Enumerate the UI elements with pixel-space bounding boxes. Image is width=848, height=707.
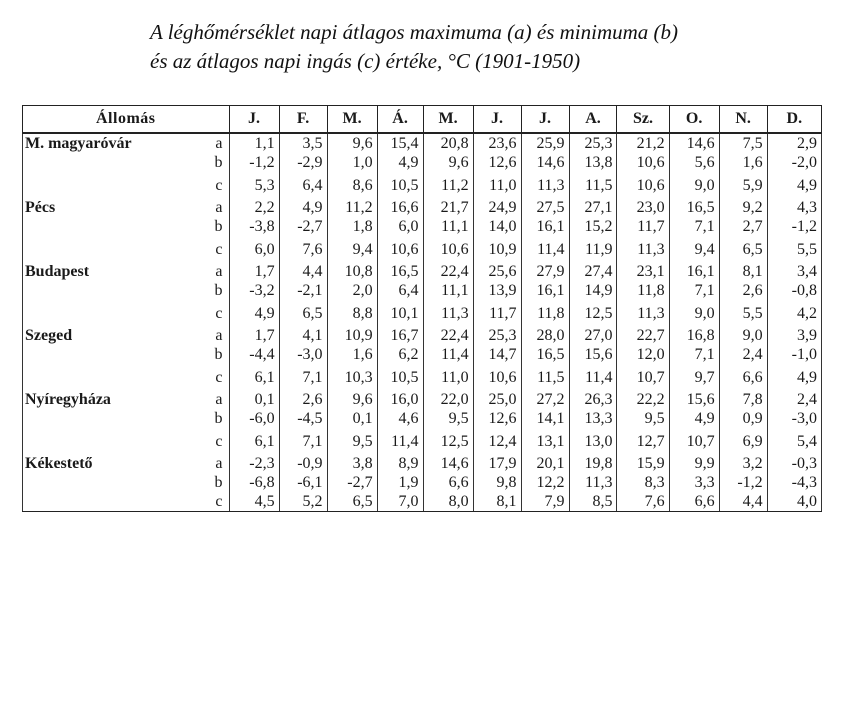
table-cell: 11,3 bbox=[617, 300, 669, 326]
table-cell: 4,9 bbox=[767, 172, 821, 198]
table-row bbox=[23, 409, 822, 428]
table-cell: 6,0 bbox=[377, 217, 423, 236]
table-cell: 10,5 bbox=[377, 364, 423, 390]
table-cell: 9,8 bbox=[473, 473, 521, 492]
station-name bbox=[23, 281, 207, 300]
table-cell: 11,9 bbox=[569, 236, 617, 262]
table-cell: 7,1 bbox=[669, 345, 719, 364]
table-cell: 7,9 bbox=[521, 492, 569, 512]
table-cell: 4,5 bbox=[229, 492, 279, 512]
table-cell: 4,9 bbox=[669, 409, 719, 428]
table-cell: 9,9 bbox=[669, 454, 719, 473]
table-cell: 22,7 bbox=[617, 326, 669, 345]
table-cell: 26,3 bbox=[569, 390, 617, 409]
table-cell: 1,0 bbox=[327, 153, 377, 172]
table-cell: 21,7 bbox=[423, 198, 473, 217]
table-row bbox=[23, 345, 822, 364]
table-cell: 3,3 bbox=[669, 473, 719, 492]
table-cell: 14,0 bbox=[473, 217, 521, 236]
station-name: Nyíregyháza bbox=[23, 390, 207, 409]
table-cell: 12,5 bbox=[423, 428, 473, 454]
table-cell: 3,2 bbox=[719, 454, 767, 473]
table-cell: 11,4 bbox=[569, 364, 617, 390]
table-cell: 12,4 bbox=[473, 428, 521, 454]
station-name: Pécs bbox=[23, 198, 207, 217]
table-cell: 16,7 bbox=[377, 326, 423, 345]
row-code: b bbox=[206, 345, 229, 364]
table-cell: 19,8 bbox=[569, 454, 617, 473]
table-row bbox=[23, 262, 822, 281]
row-code: c bbox=[206, 236, 229, 262]
table-cell: 5,2 bbox=[279, 492, 327, 512]
table-cell: 14,1 bbox=[521, 409, 569, 428]
station-name bbox=[23, 217, 207, 236]
table-cell: 10,3 bbox=[327, 364, 377, 390]
table-cell: 9,0 bbox=[719, 326, 767, 345]
table-cell: 10,6 bbox=[617, 172, 669, 198]
table-caption bbox=[150, 18, 810, 76]
row-code: b bbox=[206, 409, 229, 428]
table-row bbox=[23, 454, 822, 473]
table-cell: -2,7 bbox=[327, 473, 377, 492]
table-cell: 2,0 bbox=[327, 281, 377, 300]
table-cell: 4,2 bbox=[767, 300, 821, 326]
table-cell: -2,1 bbox=[279, 281, 327, 300]
table-cell: 16,1 bbox=[521, 217, 569, 236]
row-code: b bbox=[206, 153, 229, 172]
table-cell: 11,1 bbox=[423, 217, 473, 236]
caption-line-1: A léghőmérséklet napi átlagos maximuma (a) és minimuma (b) bbox=[150, 20, 679, 44]
table-cell: 15,6 bbox=[569, 345, 617, 364]
table-cell: 5,4 bbox=[767, 428, 821, 454]
table-cell: 11,4 bbox=[377, 428, 423, 454]
table-cell: 11,0 bbox=[423, 364, 473, 390]
table-cell: 4,9 bbox=[229, 300, 279, 326]
table-cell: 27,1 bbox=[569, 198, 617, 217]
table-cell: 7,5 bbox=[719, 133, 767, 153]
table-cell: 27,5 bbox=[521, 198, 569, 217]
table-cell: 10,6 bbox=[377, 236, 423, 262]
table-cell: 9,6 bbox=[327, 133, 377, 153]
station-name: Kékestető bbox=[23, 454, 207, 473]
table-cell: 12,0 bbox=[617, 345, 669, 364]
table-cell: 4,9 bbox=[279, 198, 327, 217]
table-cell: -1,2 bbox=[229, 153, 279, 172]
table-cell: 13,0 bbox=[569, 428, 617, 454]
station-name bbox=[23, 492, 207, 512]
table-cell: 4,9 bbox=[767, 364, 821, 390]
table-cell: 9,5 bbox=[617, 409, 669, 428]
table-row bbox=[23, 326, 822, 345]
table-cell: 2,9 bbox=[767, 133, 821, 153]
table-cell: 27,9 bbox=[521, 262, 569, 281]
table-cell: -3,2 bbox=[229, 281, 279, 300]
table-row bbox=[23, 281, 822, 300]
table-cell: 13,8 bbox=[569, 153, 617, 172]
table-cell: 1,7 bbox=[229, 326, 279, 345]
table-cell: 8,3 bbox=[617, 473, 669, 492]
row-code: a bbox=[206, 454, 229, 473]
table-cell: 3,9 bbox=[767, 326, 821, 345]
table-cell: 9,0 bbox=[669, 300, 719, 326]
table-cell: 16,6 bbox=[377, 198, 423, 217]
table-cell: 11,3 bbox=[521, 172, 569, 198]
table-cell: 11,0 bbox=[473, 172, 521, 198]
table-cell: 8,1 bbox=[719, 262, 767, 281]
table-row bbox=[23, 492, 822, 512]
month-header: Sz. bbox=[617, 106, 669, 134]
table-cell: 25,6 bbox=[473, 262, 521, 281]
table-cell: 14,7 bbox=[473, 345, 521, 364]
table-cell: 12,5 bbox=[569, 300, 617, 326]
month-header: F. bbox=[279, 106, 327, 134]
table-cell: 6,4 bbox=[377, 281, 423, 300]
table-cell: 10,7 bbox=[617, 364, 669, 390]
table-cell: 6,9 bbox=[719, 428, 767, 454]
table-row bbox=[23, 198, 822, 217]
table-cell: 12,7 bbox=[617, 428, 669, 454]
table-cell: 6,4 bbox=[279, 172, 327, 198]
table-cell: 6,0 bbox=[229, 236, 279, 262]
table-cell: -3,0 bbox=[767, 409, 821, 428]
table-cell: 7,0 bbox=[377, 492, 423, 512]
table-cell: 6,1 bbox=[229, 428, 279, 454]
month-header: J. bbox=[521, 106, 569, 134]
row-code: a bbox=[206, 326, 229, 345]
table-cell: -3,8 bbox=[229, 217, 279, 236]
table-cell: 9,0 bbox=[669, 172, 719, 198]
table-cell: 11,5 bbox=[521, 364, 569, 390]
table-row bbox=[23, 364, 822, 390]
table-cell: 2,7 bbox=[719, 217, 767, 236]
table-cell: 3,5 bbox=[279, 133, 327, 153]
table-cell: 11,1 bbox=[423, 281, 473, 300]
table-cell: 12,2 bbox=[521, 473, 569, 492]
table-row bbox=[23, 473, 822, 492]
table-cell: 10,5 bbox=[377, 172, 423, 198]
table-cell: -6,0 bbox=[229, 409, 279, 428]
table-cell: 28,0 bbox=[521, 326, 569, 345]
table-cell: 11,7 bbox=[617, 217, 669, 236]
table-row bbox=[23, 428, 822, 454]
month-header: M. bbox=[423, 106, 473, 134]
table-cell: 7,1 bbox=[669, 217, 719, 236]
table-cell: 25,3 bbox=[473, 326, 521, 345]
table-row bbox=[23, 300, 822, 326]
table-cell: 0,9 bbox=[719, 409, 767, 428]
row-code: a bbox=[206, 133, 229, 153]
table-cell: -4,5 bbox=[279, 409, 327, 428]
table-cell: 7,1 bbox=[279, 428, 327, 454]
table-cell: 8,5 bbox=[569, 492, 617, 512]
table-cell: -4,3 bbox=[767, 473, 821, 492]
table-cell: 6,5 bbox=[719, 236, 767, 262]
table-cell: 8,1 bbox=[473, 492, 521, 512]
month-header: N. bbox=[719, 106, 767, 134]
table-cell: 7,6 bbox=[617, 492, 669, 512]
station-name: Budapest bbox=[23, 262, 207, 281]
table-cell: 21,2 bbox=[617, 133, 669, 153]
table-cell: -1,0 bbox=[767, 345, 821, 364]
row-code: b bbox=[206, 473, 229, 492]
station-name bbox=[23, 364, 207, 390]
table-cell: 6,2 bbox=[377, 345, 423, 364]
table-cell: 2,6 bbox=[279, 390, 327, 409]
table-cell: 16,0 bbox=[377, 390, 423, 409]
table-cell: 0,1 bbox=[327, 409, 377, 428]
table-cell: -3,0 bbox=[279, 345, 327, 364]
table-cell: 7,1 bbox=[669, 281, 719, 300]
month-header: D. bbox=[767, 106, 821, 134]
table-cell: 23,0 bbox=[617, 198, 669, 217]
table-body bbox=[23, 133, 822, 512]
table-cell: 4,3 bbox=[767, 198, 821, 217]
table-cell: 8,0 bbox=[423, 492, 473, 512]
table-cell: 14,6 bbox=[423, 454, 473, 473]
table-cell: 22,2 bbox=[617, 390, 669, 409]
station-name bbox=[23, 409, 207, 428]
table-cell: 11,4 bbox=[521, 236, 569, 262]
table-cell: 9,5 bbox=[327, 428, 377, 454]
table-cell: 1,9 bbox=[377, 473, 423, 492]
table-cell: 11,7 bbox=[473, 300, 521, 326]
table-row bbox=[23, 172, 822, 198]
table-cell: 10,6 bbox=[473, 364, 521, 390]
temperature-table bbox=[22, 105, 822, 512]
table-cell: 2,2 bbox=[229, 198, 279, 217]
month-header: M. bbox=[327, 106, 377, 134]
table-cell: 9,7 bbox=[669, 364, 719, 390]
row-code: c bbox=[206, 172, 229, 198]
table-cell: 12,6 bbox=[473, 153, 521, 172]
station-name: Szeged bbox=[23, 326, 207, 345]
row-code: b bbox=[206, 217, 229, 236]
row-code: c bbox=[206, 300, 229, 326]
table-cell: 4,1 bbox=[279, 326, 327, 345]
table-cell: -6,1 bbox=[279, 473, 327, 492]
row-code: a bbox=[206, 390, 229, 409]
table-cell: 1,6 bbox=[327, 345, 377, 364]
table-cell: 10,9 bbox=[473, 236, 521, 262]
table-row bbox=[23, 217, 822, 236]
table-cell: 16,1 bbox=[669, 262, 719, 281]
table-header-row bbox=[23, 106, 822, 134]
table-cell: 6,6 bbox=[423, 473, 473, 492]
table-cell: 15,6 bbox=[669, 390, 719, 409]
table-cell: 13,9 bbox=[473, 281, 521, 300]
table-cell: 9,4 bbox=[669, 236, 719, 262]
table-cell: 4,9 bbox=[377, 153, 423, 172]
month-header: A. bbox=[569, 106, 617, 134]
table-cell: 8,6 bbox=[327, 172, 377, 198]
table-cell: 14,6 bbox=[669, 133, 719, 153]
table-cell: 4,0 bbox=[767, 492, 821, 512]
table-cell: 2,6 bbox=[719, 281, 767, 300]
table-cell: 3,4 bbox=[767, 262, 821, 281]
month-header: O. bbox=[669, 106, 719, 134]
table-cell: 11,4 bbox=[423, 345, 473, 364]
table-cell: 9,5 bbox=[423, 409, 473, 428]
table-cell: 16,1 bbox=[521, 281, 569, 300]
table-cell: 10,7 bbox=[669, 428, 719, 454]
table-cell: 6,6 bbox=[669, 492, 719, 512]
table-row bbox=[23, 236, 822, 262]
table-row bbox=[23, 390, 822, 409]
table-cell: 23,1 bbox=[617, 262, 669, 281]
table-cell: 8,9 bbox=[377, 454, 423, 473]
table-cell: 16,5 bbox=[521, 345, 569, 364]
table-cell: 27,4 bbox=[569, 262, 617, 281]
table-cell: 3,8 bbox=[327, 454, 377, 473]
table-cell: 20,1 bbox=[521, 454, 569, 473]
row-code: b bbox=[206, 281, 229, 300]
table-cell: 2,4 bbox=[719, 345, 767, 364]
table-cell: 15,4 bbox=[377, 133, 423, 153]
table-cell: 10,1 bbox=[377, 300, 423, 326]
table-cell: 13,1 bbox=[521, 428, 569, 454]
table-cell: 6,1 bbox=[229, 364, 279, 390]
table-cell: -6,8 bbox=[229, 473, 279, 492]
table-cell: -2,7 bbox=[279, 217, 327, 236]
table-cell: 22,4 bbox=[423, 326, 473, 345]
table-cell: -2,0 bbox=[767, 153, 821, 172]
table-cell: 22,4 bbox=[423, 262, 473, 281]
table-cell: 27,2 bbox=[521, 390, 569, 409]
table-cell: 12,6 bbox=[473, 409, 521, 428]
table-cell: 15,2 bbox=[569, 217, 617, 236]
station-name bbox=[23, 300, 207, 326]
station-name bbox=[23, 172, 207, 198]
table-cell: 23,6 bbox=[473, 133, 521, 153]
table-row bbox=[23, 153, 822, 172]
row-code: c bbox=[206, 428, 229, 454]
table-cell: 25,0 bbox=[473, 390, 521, 409]
caption-line-2: és az átlagos napi ingás (c) értéke, °C (1901-1950) bbox=[150, 49, 581, 73]
table-cell: -2,9 bbox=[279, 153, 327, 172]
table-cell: 27,0 bbox=[569, 326, 617, 345]
table-cell: 16,5 bbox=[377, 262, 423, 281]
table-cell: 5,3 bbox=[229, 172, 279, 198]
table-cell: 2,4 bbox=[767, 390, 821, 409]
table-cell: 14,9 bbox=[569, 281, 617, 300]
table-cell: 5,6 bbox=[669, 153, 719, 172]
table-cell: 6,5 bbox=[327, 492, 377, 512]
table-cell: 1,1 bbox=[229, 133, 279, 153]
table-cell: -1,2 bbox=[719, 473, 767, 492]
station-column-header: Állomás bbox=[23, 106, 230, 134]
table-cell: -2,3 bbox=[229, 454, 279, 473]
table-cell: 6,6 bbox=[719, 364, 767, 390]
table-cell: -0,9 bbox=[279, 454, 327, 473]
table-cell: 10,6 bbox=[617, 153, 669, 172]
table-cell: 5,5 bbox=[719, 300, 767, 326]
table-cell: 13,3 bbox=[569, 409, 617, 428]
table-cell: 9,4 bbox=[327, 236, 377, 262]
table-cell: 20,8 bbox=[423, 133, 473, 153]
table-row bbox=[23, 133, 822, 153]
table-cell: 24,9 bbox=[473, 198, 521, 217]
table-cell: 10,8 bbox=[327, 262, 377, 281]
table-cell: 7,6 bbox=[279, 236, 327, 262]
station-name bbox=[23, 236, 207, 262]
station-name bbox=[23, 428, 207, 454]
station-name: M. magyaróvár bbox=[23, 133, 207, 153]
table-cell: 0,1 bbox=[229, 390, 279, 409]
table-cell: 16,5 bbox=[669, 198, 719, 217]
table-cell: 11,8 bbox=[617, 281, 669, 300]
table-cell: 11,2 bbox=[327, 198, 377, 217]
table-cell: 8,8 bbox=[327, 300, 377, 326]
table-cell: 11,5 bbox=[569, 172, 617, 198]
table-cell: 11,3 bbox=[569, 473, 617, 492]
table-cell: 1,7 bbox=[229, 262, 279, 281]
table-cell: 11,2 bbox=[423, 172, 473, 198]
table-cell: 16,8 bbox=[669, 326, 719, 345]
table-cell: 7,1 bbox=[279, 364, 327, 390]
table-cell: 14,6 bbox=[521, 153, 569, 172]
table-cell: 15,9 bbox=[617, 454, 669, 473]
row-code: c bbox=[206, 492, 229, 512]
table-cell: 11,3 bbox=[423, 300, 473, 326]
month-header: Á. bbox=[377, 106, 423, 134]
table-cell: 1,8 bbox=[327, 217, 377, 236]
table-cell: 6,5 bbox=[279, 300, 327, 326]
row-code: a bbox=[206, 262, 229, 281]
station-name bbox=[23, 345, 207, 364]
table-cell: 9,6 bbox=[423, 153, 473, 172]
table-cell: 22,0 bbox=[423, 390, 473, 409]
table-cell: 11,3 bbox=[617, 236, 669, 262]
table-cell: 17,9 bbox=[473, 454, 521, 473]
table-cell: 1,6 bbox=[719, 153, 767, 172]
table-cell: -4,4 bbox=[229, 345, 279, 364]
table-cell: 4,4 bbox=[719, 492, 767, 512]
table-cell: 25,3 bbox=[569, 133, 617, 153]
table-cell: -0,8 bbox=[767, 281, 821, 300]
table-cell: 4,4 bbox=[279, 262, 327, 281]
table-cell: 9,6 bbox=[327, 390, 377, 409]
table-cell: 9,2 bbox=[719, 198, 767, 217]
table-cell: 7,8 bbox=[719, 390, 767, 409]
table-cell: 5,9 bbox=[719, 172, 767, 198]
month-header: J. bbox=[473, 106, 521, 134]
row-code: c bbox=[206, 364, 229, 390]
table-cell: 5,5 bbox=[767, 236, 821, 262]
month-header: J. bbox=[229, 106, 279, 134]
table-cell: 11,8 bbox=[521, 300, 569, 326]
station-name bbox=[23, 153, 207, 172]
table-cell: 4,6 bbox=[377, 409, 423, 428]
table-cell: 25,9 bbox=[521, 133, 569, 153]
station-name bbox=[23, 473, 207, 492]
table-cell: -1,2 bbox=[767, 217, 821, 236]
table-cell: -0,3 bbox=[767, 454, 821, 473]
table-cell: 10,6 bbox=[423, 236, 473, 262]
row-code: a bbox=[206, 198, 229, 217]
table-cell: 10,9 bbox=[327, 326, 377, 345]
